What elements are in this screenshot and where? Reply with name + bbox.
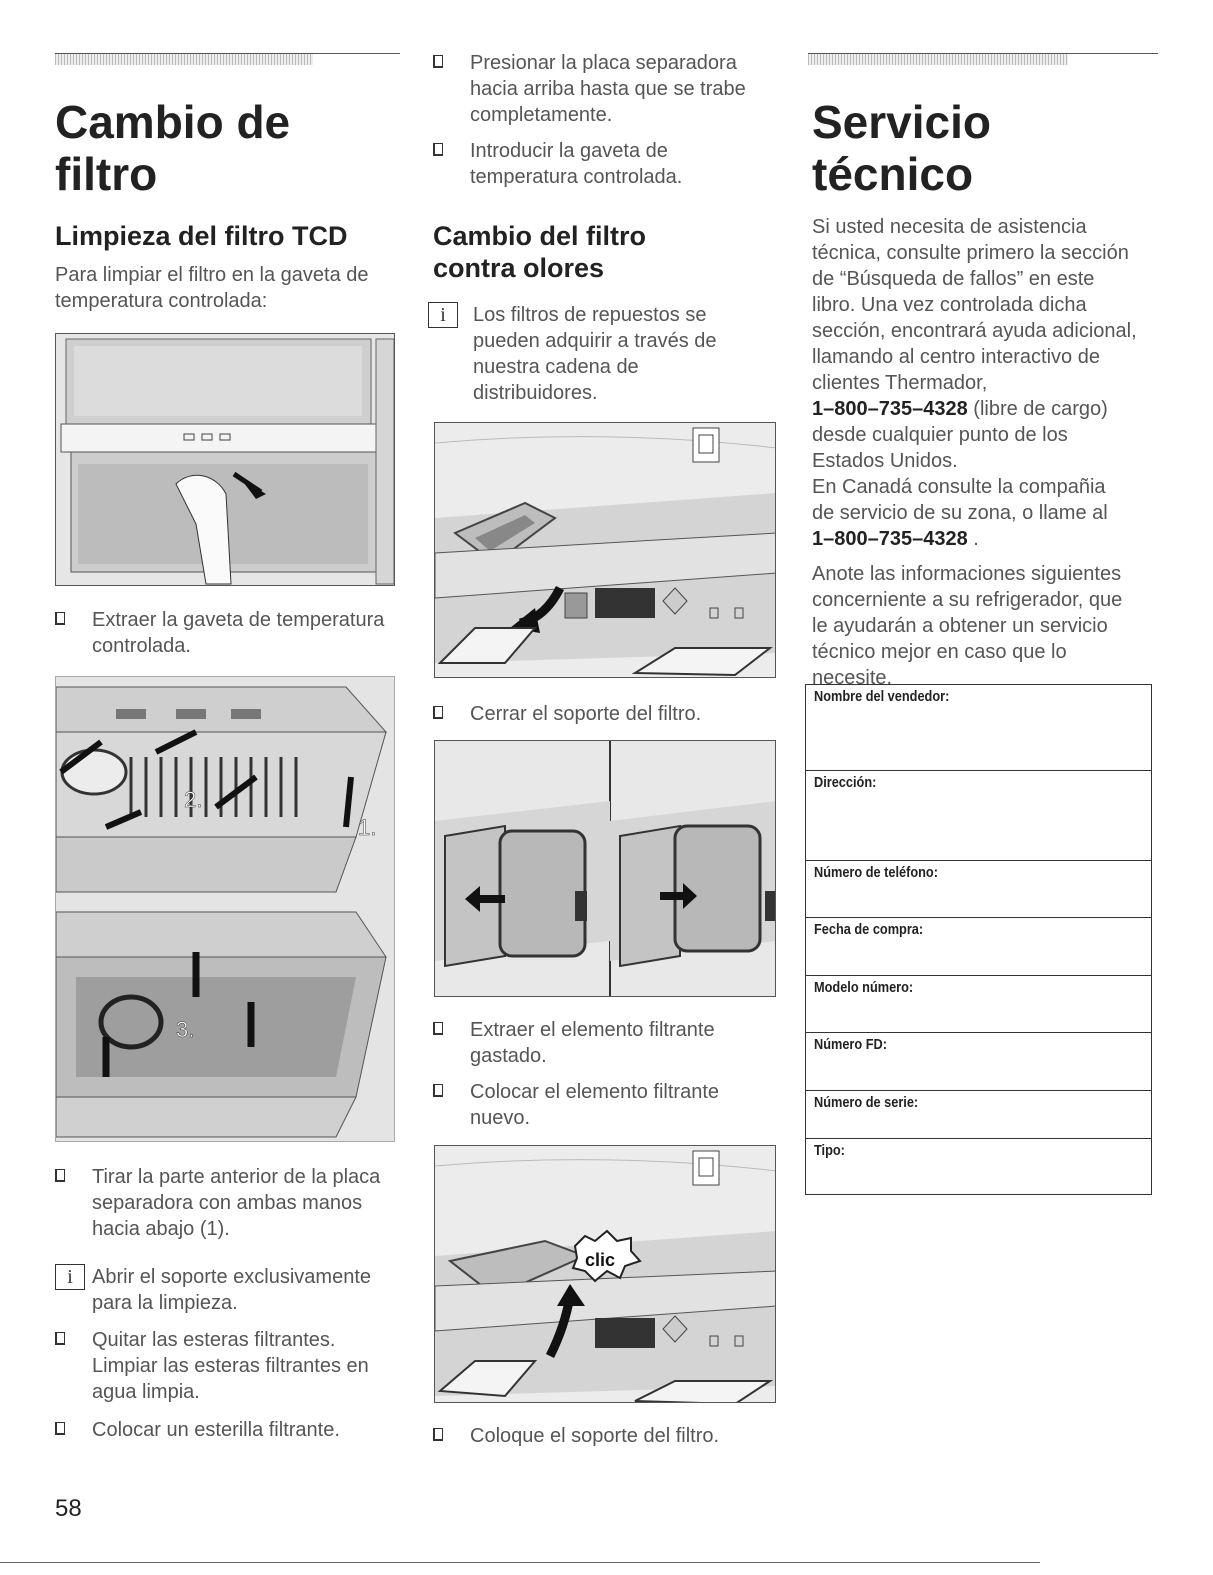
service-line: . xyxy=(967,528,979,550)
form-label: Tipo: xyxy=(814,1142,845,1159)
notes-line: Anote las informaciones siguientes xyxy=(812,563,1122,585)
step-label-3: 3. xyxy=(176,1017,195,1042)
step-coloque-soporte xyxy=(433,1423,719,1449)
note-line: distribuidores. xyxy=(473,382,598,404)
clic-label: clic xyxy=(585,1250,616,1270)
notes-line: necesite. xyxy=(812,667,893,689)
service-line: desde cualquier punto de los xyxy=(812,424,1068,446)
drawer-extraction-illustration xyxy=(55,333,395,586)
checkbox-icon xyxy=(55,1332,65,1345)
form-field-model[interactable] xyxy=(806,976,1152,1033)
header-rule-left xyxy=(55,53,400,65)
step-line: Cerrar el soporte del filtro. xyxy=(470,703,702,725)
step-line: gastado. xyxy=(470,1045,547,1067)
step-line: nuevo. xyxy=(470,1107,531,1129)
notes-line: concerniente a su refrigerador, que xyxy=(812,589,1123,611)
form-field-type[interactable] xyxy=(806,1139,1152,1195)
step-line: Tirar la parte anterior de la placa xyxy=(92,1166,381,1188)
note-line: Los filtros de repuestos se xyxy=(473,304,707,326)
form-label: Número de teléfono: xyxy=(814,864,938,881)
section-title-servicio-tecnico xyxy=(812,96,991,200)
header-rule-right xyxy=(808,53,1158,65)
form-label: Nombre del vendedor: xyxy=(814,688,950,705)
checkbox-icon xyxy=(55,1169,65,1182)
step-line: controlada. xyxy=(92,635,191,657)
notes-line: le ayudarán a obtener un servicio xyxy=(812,615,1108,637)
phone-number-canada[interactable]: 1–800–735–4328 xyxy=(812,528,968,550)
note-filtros-repuestos xyxy=(428,302,717,406)
step-line: Colocar el elemento filtrante xyxy=(470,1081,720,1103)
service-info-form xyxy=(805,684,1152,1195)
service-line: Si usted necesita de asistencia xyxy=(812,216,1087,238)
checkbox-icon xyxy=(433,706,443,719)
checkbox-icon xyxy=(55,612,65,625)
step-line: hacia abajo (1). xyxy=(92,1218,230,1240)
note-line: Abrir el soporte exclusivamente xyxy=(92,1266,372,1288)
page-number: 58 xyxy=(55,1495,82,1522)
form-label: Número de serie: xyxy=(814,1094,919,1111)
section-title-cambio-de-filtro xyxy=(55,96,290,200)
form-field-fd[interactable] xyxy=(806,1033,1152,1091)
note-line: para la limpieza. xyxy=(92,1292,238,1314)
step-line: Colocar un esterilla filtrante. xyxy=(92,1419,340,1441)
step-extraer-gaveta xyxy=(55,607,384,659)
subtitle-line-1: Cambio del filtro xyxy=(433,221,647,251)
form-label: Número FD: xyxy=(814,1036,887,1053)
step-presionar-placa xyxy=(433,50,746,128)
service-line: de “Búsqueda de fallos” en este xyxy=(812,268,1095,290)
step-cerrar-soporte xyxy=(433,701,701,727)
service-line: libro. Una vez controlada dicha xyxy=(812,294,1087,316)
service-line: técnica, consulte primero la sección xyxy=(812,242,1129,264)
step-tirar-placa xyxy=(55,1164,380,1242)
form-field-dealer[interactable] xyxy=(806,685,1152,771)
service-line: sección, encontrará ayuda adicional, xyxy=(812,320,1137,342)
step-line: Extraer la gaveta de temperatura xyxy=(92,609,385,631)
place-filter-holder-illustration xyxy=(434,1145,776,1403)
note-line: nuestra cadena de xyxy=(473,356,639,378)
checkbox-icon xyxy=(55,1422,65,1435)
intro-line-2: temperatura controlada: xyxy=(55,290,268,312)
step-label-1: 1. xyxy=(358,815,377,840)
subtitle-line-2: contra olores xyxy=(433,253,605,283)
service-paragraph xyxy=(812,214,1137,552)
step-colocar-elemento xyxy=(433,1079,719,1131)
subtitle-limpieza: Limpieza del filtro TCD xyxy=(55,221,348,251)
step-line: hacia arriba hasta que se trabe xyxy=(470,78,746,100)
step-line: Coloque el soporte del filtro. xyxy=(470,1425,720,1447)
form-field-serial[interactable] xyxy=(806,1091,1152,1139)
step-introducir-gaveta xyxy=(433,138,682,190)
step-line: Introducir la gaveta de xyxy=(470,140,668,162)
service-line: En Canadá consulte la compañia xyxy=(812,476,1106,498)
form-field-phone[interactable] xyxy=(806,861,1152,918)
step-line: Extraer el elemento filtrante xyxy=(470,1019,715,1041)
footer-rule xyxy=(0,1562,1040,1563)
title-line-1: Cambio de xyxy=(55,96,291,148)
intro-line-1: Para limpiar el filtro en la gaveta de xyxy=(55,264,369,286)
step-line: Quitar las esteras filtrantes. xyxy=(92,1329,336,1351)
checkbox-icon xyxy=(433,55,443,68)
step-line: Limpiar las esteras filtrantes en xyxy=(92,1355,369,1377)
intro-paragraph xyxy=(55,262,369,314)
note-abrir-soporte xyxy=(55,1264,371,1316)
info-icon: i xyxy=(55,1264,85,1290)
step-quitar-esteras xyxy=(55,1327,369,1405)
service-line: Estados Unidos. xyxy=(812,450,958,472)
info-icon: i xyxy=(428,302,458,328)
form-label: Dirección: xyxy=(814,774,877,791)
checkbox-icon xyxy=(433,1084,443,1097)
checkbox-icon xyxy=(433,143,443,156)
form-label: Modelo número: xyxy=(814,979,914,996)
form-label: Fecha de compra: xyxy=(814,921,924,938)
phone-number-us[interactable]: 1–800–735–4328 xyxy=(812,398,968,420)
step-extraer-elemento xyxy=(433,1017,715,1069)
service-line: clientes Thermador, xyxy=(812,372,988,394)
step-line: separadora con ambas manos xyxy=(92,1192,363,1214)
separator-plate-illustration xyxy=(55,676,395,1142)
service-line: (libre de cargo) xyxy=(967,398,1108,420)
title-line-2: técnico xyxy=(812,148,974,200)
step-line: temperatura controlada. xyxy=(470,166,683,188)
step-label-2: 2. xyxy=(184,787,203,812)
step-line: agua limpia. xyxy=(92,1381,200,1403)
form-field-address[interactable] xyxy=(806,771,1152,861)
form-field-purchase-date[interactable] xyxy=(806,918,1152,976)
step-line: Presionar la placa separadora xyxy=(470,52,737,74)
checkbox-icon xyxy=(433,1428,443,1441)
checkbox-icon xyxy=(433,1022,443,1035)
step-colocar-esterilla xyxy=(55,1417,340,1443)
service-line: llamando al centro interactivo de xyxy=(812,346,1100,368)
notes-line: técnico mejor en caso que lo xyxy=(812,641,1067,663)
service-line: de servicio de su zona, o llame al xyxy=(812,502,1108,524)
step-line: completamente. xyxy=(470,104,613,126)
notes-paragraph xyxy=(812,561,1122,691)
title-line-2: filtro xyxy=(55,148,158,200)
title-line-1: Servicio xyxy=(812,96,991,148)
subtitle-cambio-filtro-olores xyxy=(433,220,646,284)
note-line: pueden adquirir a través de xyxy=(473,330,717,352)
filter-element-replace-illustration xyxy=(434,740,776,997)
close-filter-holder-illustration xyxy=(434,422,776,678)
